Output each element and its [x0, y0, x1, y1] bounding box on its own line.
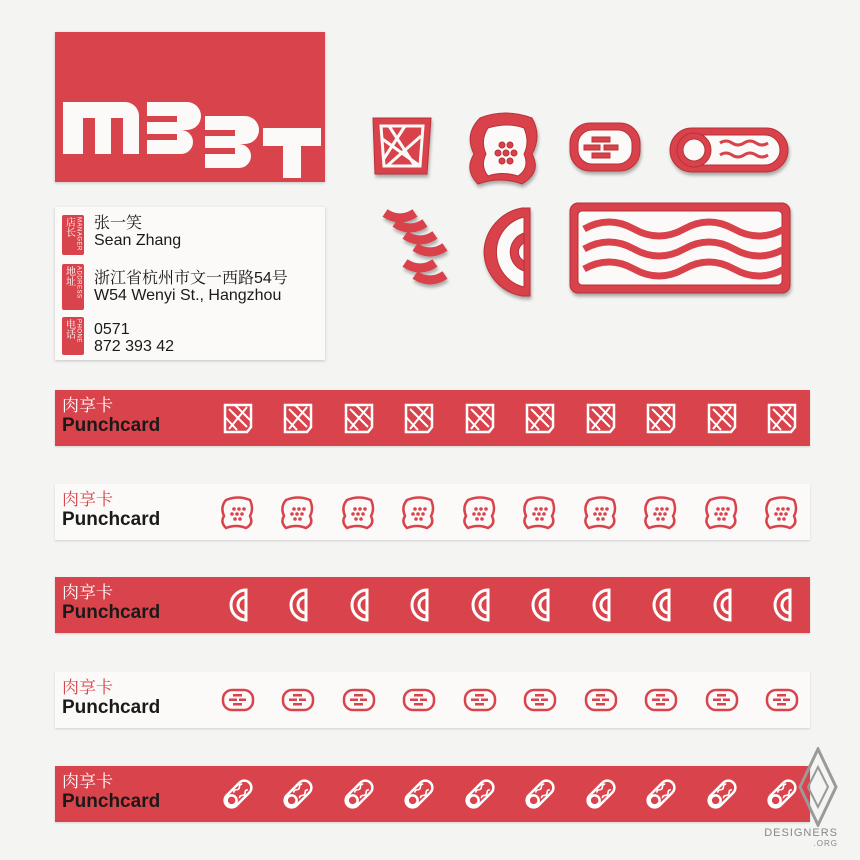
- meat-slice-icon: [462, 682, 498, 718]
- punch-slots: [220, 587, 800, 625]
- steak-icon: [643, 494, 679, 530]
- waffle-icon: [401, 400, 437, 436]
- arc-icon: [643, 587, 679, 623]
- sausage-icon: [462, 776, 498, 812]
- waffle-icon: [280, 400, 316, 436]
- punchcard-sausage: [55, 766, 810, 822]
- manager-name-zh: 张一笑: [94, 215, 143, 232]
- arc-icon: [583, 587, 619, 623]
- waffle-icon: [220, 400, 256, 436]
- punch-slots: [220, 776, 800, 814]
- steak-icon: [704, 494, 740, 530]
- steak-icon: [764, 494, 800, 530]
- sausage-icon: [220, 776, 256, 812]
- business-card-back: [55, 207, 325, 360]
- punchcard-arc: [55, 577, 810, 633]
- punchcard-title-zh: 肉享卡: [62, 583, 113, 602]
- punchcard-meat-slice: [55, 672, 810, 728]
- punchcard-steak: [55, 484, 810, 540]
- sausage-icon: [280, 776, 316, 812]
- sausage-icon: [704, 776, 740, 812]
- manager-tag: 店长 MANAGER: [62, 215, 84, 255]
- waffle-icon: [462, 400, 498, 436]
- steak-icon: [220, 494, 256, 530]
- waffle-icon: [704, 400, 740, 436]
- waffle-icon: [583, 400, 619, 436]
- meat-slice-icon: [764, 682, 800, 718]
- arc-icon: [522, 587, 558, 623]
- sausage-icon: [643, 776, 679, 812]
- steak-icon: [522, 494, 558, 530]
- punchcard-title-en: Punchcard: [62, 415, 161, 436]
- arc-stamp-icon: [484, 208, 530, 296]
- punch-slots: [220, 494, 800, 532]
- meat-slice-icon: [583, 682, 619, 718]
- address-tag: 地址 ADDRESS: [62, 264, 84, 310]
- designers-logo-icon: [798, 747, 838, 827]
- steak-icon: [341, 494, 377, 530]
- sausage-stamp-icon: [670, 128, 788, 172]
- meat-slice-icon: [704, 682, 740, 718]
- arc-icon: [341, 587, 377, 623]
- punchcard-title-zh: 肉享卡: [62, 490, 113, 509]
- punchcard-title-en: Punchcard: [62, 509, 161, 530]
- phone-area: 0571: [94, 321, 130, 338]
- waffle-stamp-icon: [373, 118, 431, 174]
- meat-slice-icon: [401, 682, 437, 718]
- steak-stamp-icon: [470, 113, 537, 184]
- phone-number: 872 393 42: [94, 338, 175, 355]
- meat-slice-stamp-icon: [570, 123, 640, 171]
- meat-slice-icon: [341, 682, 377, 718]
- punchcard-waffle: [55, 390, 810, 446]
- meat-slice-icon: [643, 682, 679, 718]
- punchcard-title-en: Punchcard: [62, 697, 161, 718]
- steak-icon: [583, 494, 619, 530]
- manager-row: [62, 215, 181, 255]
- punchcard-title-en: Punchcard: [62, 602, 161, 623]
- arc-icon: [220, 587, 256, 623]
- sausage-icon: [341, 776, 377, 812]
- waffle-icon: [522, 400, 558, 436]
- punchcard-title-en: Punchcard: [62, 791, 161, 812]
- meat-slice-icon: [522, 682, 558, 718]
- arc-icon: [704, 587, 740, 623]
- steak-icon: [280, 494, 316, 530]
- punch-slots: [220, 682, 800, 720]
- punchcard-title-zh: 肉享卡: [62, 772, 113, 791]
- punch-slots: [220, 400, 800, 438]
- punchcard-title-zh: 肉享卡: [62, 396, 113, 415]
- address-zh: 浙江省杭州市文一西路54号: [94, 270, 288, 287]
- sausage-icon: [583, 776, 619, 812]
- steak-icon: [401, 494, 437, 530]
- steak-icon: [462, 494, 498, 530]
- waffle-icon: [643, 400, 679, 436]
- arc-icon: [280, 587, 316, 623]
- arc-icon: [764, 587, 800, 623]
- phone-row: [62, 317, 174, 355]
- waffle-icon: [764, 400, 800, 436]
- punchcard-title-zh: 肉享卡: [62, 678, 113, 697]
- arc-icon: [401, 587, 437, 623]
- business-card-front: [55, 32, 325, 182]
- address-row: [62, 264, 288, 310]
- bacon-stamp-icon: [570, 203, 790, 293]
- ribbon-stamp-icon: [385, 213, 445, 280]
- meet-logo: [55, 32, 325, 182]
- meat-slice-icon: [280, 682, 316, 718]
- arc-icon: [462, 587, 498, 623]
- sausage-icon: [401, 776, 437, 812]
- sausage-icon: [522, 776, 558, 812]
- watermark: DESIGNERS .ORG: [764, 747, 838, 848]
- phone-tag: 电话 PHONE: [62, 317, 84, 355]
- meat-slice-icon: [220, 682, 256, 718]
- stamp-set: [365, 108, 805, 308]
- address-en: W54 Wenyi St., Hangzhou: [94, 287, 282, 304]
- waffle-icon: [341, 400, 377, 436]
- manager-name-en: Sean Zhang: [94, 232, 182, 249]
